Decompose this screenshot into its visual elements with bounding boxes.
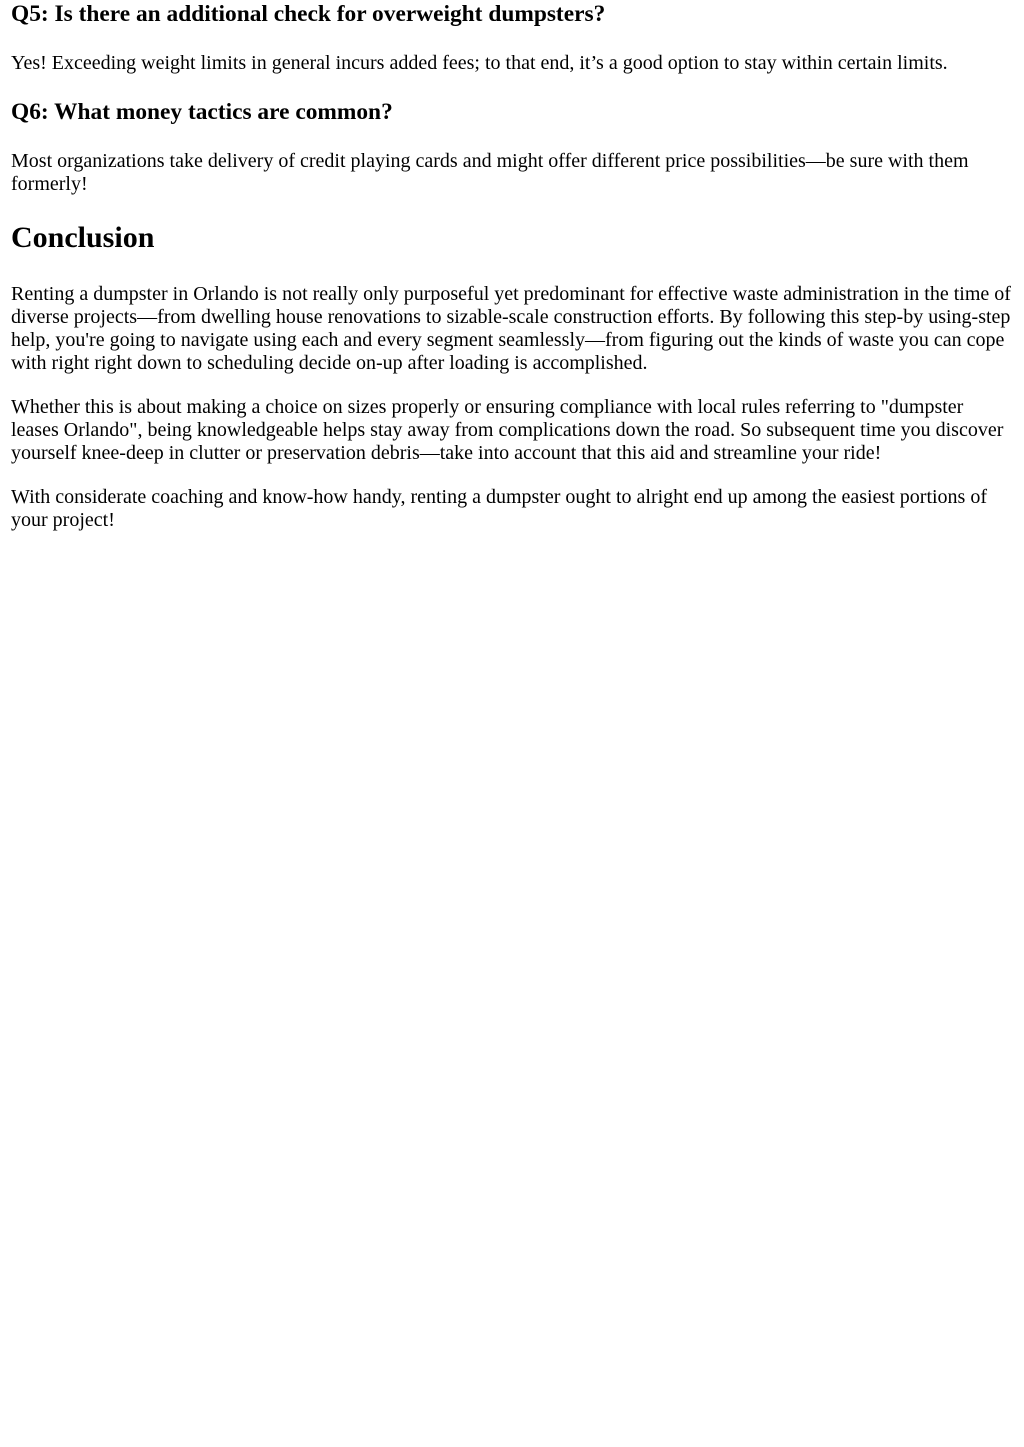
faq-answer-q6: Most organizations take delivery of credit playing cards and might offer different price possibilities—be sure with them formerly! xyxy=(11,150,969,195)
conclusion-paragraph-3: With considerate coaching and know-how handy, renting a dumpster ought to alright end up among the easiest portions of your project! xyxy=(11,486,987,531)
conclusion-paragraph-2: Whether this is about making a choice on sizes properly or ensuring compliance with local rules referring to "dumpster leases Orlando", being knowledgeable helps stay away from complications down the road. So subsequent time you discover yourself knee-deep in clutter or preservation debris—take into account that this aid and streamline your ride! xyxy=(11,396,1004,464)
faq-section xyxy=(11,1,1013,196)
conclusion-heading: Conclusion xyxy=(11,221,155,254)
faq-question-q6: Q6: What money tactics are common? xyxy=(11,99,393,125)
faq-answer-q5: Yes! Exceeding weight limits in general incurs added fees; to that end, it’s a good option to stay within certain limits. xyxy=(11,52,948,74)
article xyxy=(0,1,1024,532)
conclusion-section xyxy=(11,220,1013,532)
conclusion-paragraph-1: Renting a dumpster in Orlando is not really only purposeful yet predominant for effective waste administration in the time of diverse projects—from dwelling house renovations to sizable-scale construction efforts. By following this step-by using-step help, you're going to navigate using each and every segment seamlessly—from figuring out the kinds of waste you can cope with right right down to scheduling decide on-up after loading is accomplished. xyxy=(11,283,1011,374)
faq-question-q5: Q5: Is there an additional check for overweight dumpsters? xyxy=(11,1,606,27)
